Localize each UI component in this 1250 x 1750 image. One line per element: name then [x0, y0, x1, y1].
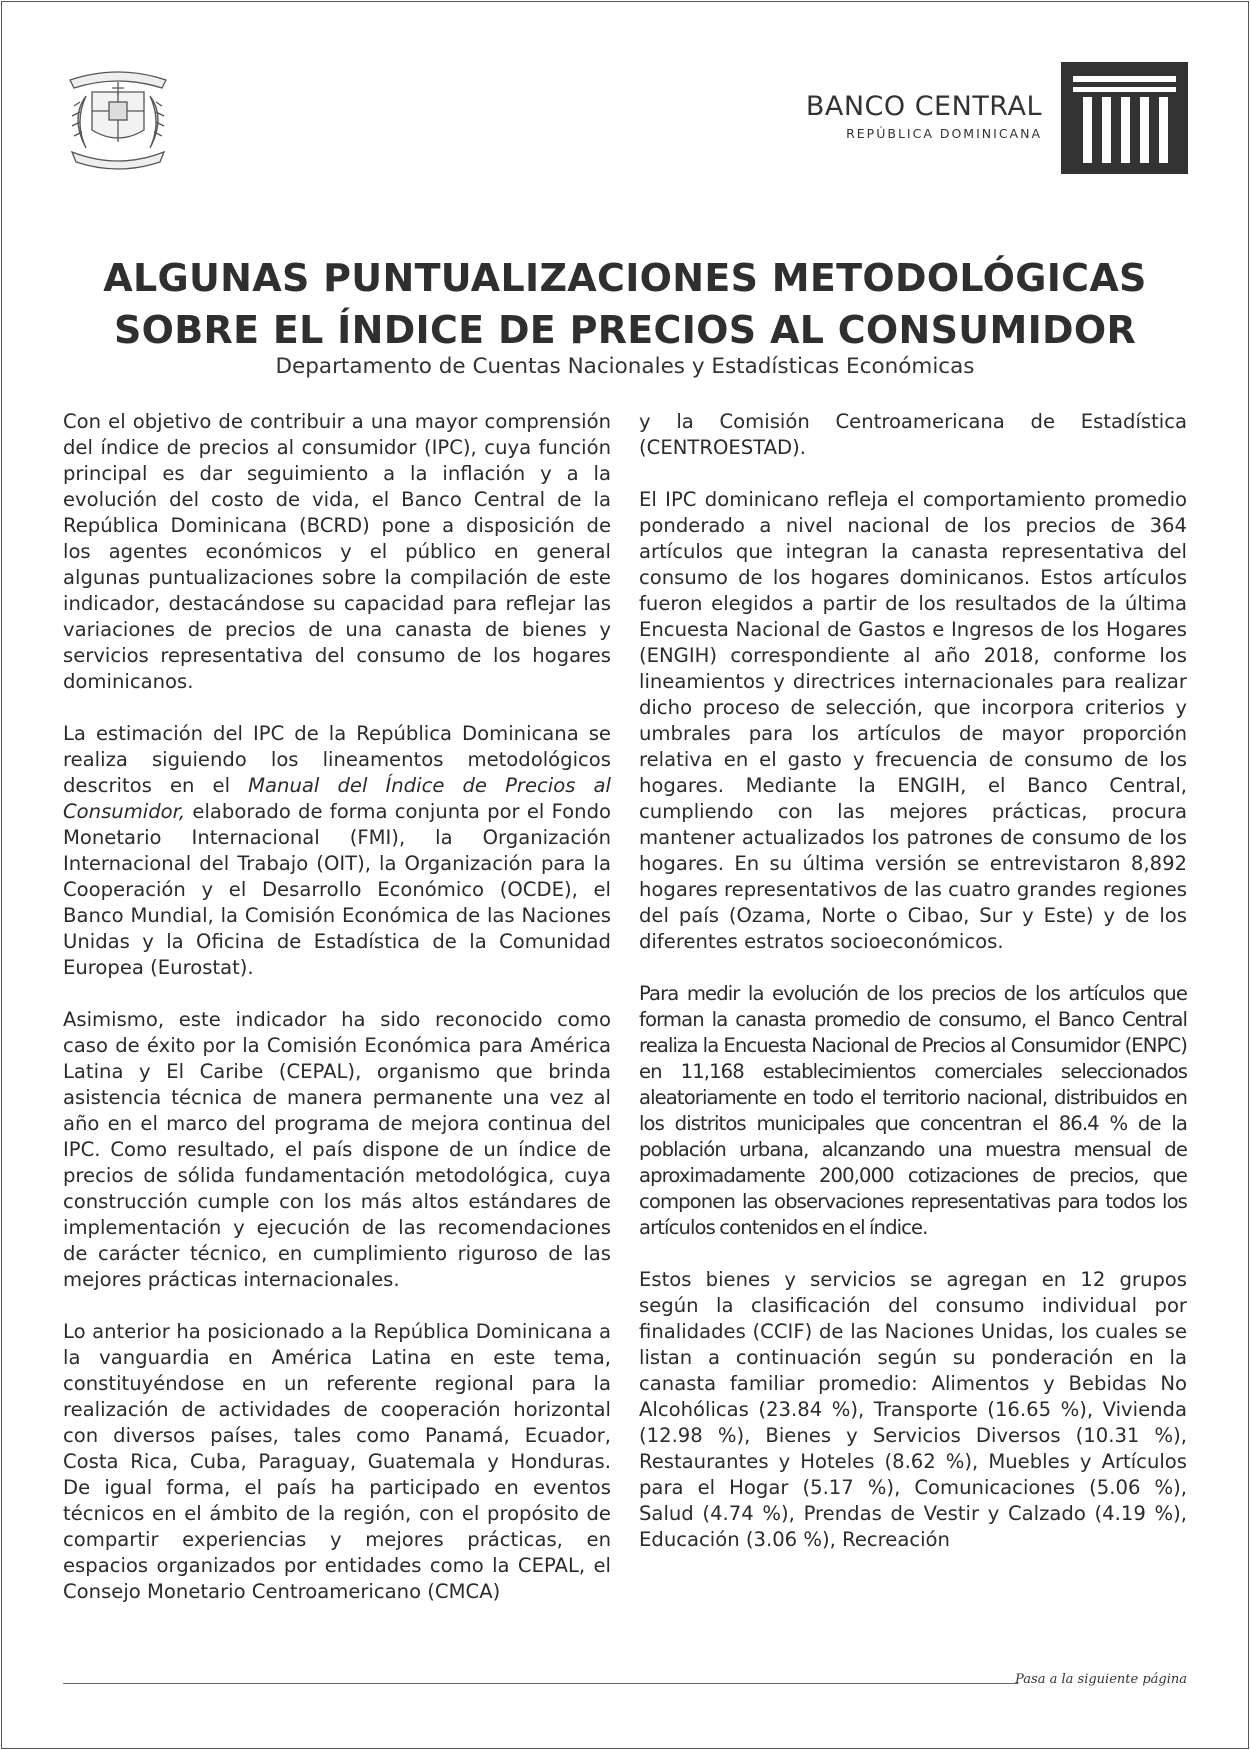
left-column: [63, 409, 611, 1605]
paragraph-ipc-basket: El IPC dominicano refleja el comportamiento promedio ponderado a nivel nacional de los precios de 364 artículos que integran la canasta representativa del consumo de los hogares dominicanos. Estos artículos fueron elegidos a partir de los resultados de la última Encuesta Nacional de Gastos e Ingresos de los Hogares (ENGIH) correspondiente al año 2018, conforme los lineamientos y directrices internacionales para realizar dicho proceso de selección, que incorpora criterios y umbrales para los artículos de mayor proporción relativa en el gasto y frecuencia de consumo de los hogares. Mediante la ENGIH, el Banco Central, cumpliendo con las mejores prácticas, procura mantener actualizados los patrones de consumo de los hogares. En su última versión se entrevistaron 8,892 hogares representativos de las cuatro grandes regiones del país (Ozama, Norte o Cibao, Sur y Este) y de los diferentes estratos socioeconómicos.: [639, 488, 1187, 953]
footer-divider: [63, 1683, 1018, 1684]
paragraph-regional-leadership: Lo anterior ha posicionado a la República Dominicana a la vanguardia en América Latina en este tema, constituyéndose en un referente regional para la realización de actividades de cooperación horizontal con diversos países, tales como Panamá, Ecuador, Costa Rica, Cuba, Paraguay, Guatemala y Honduras. De igual forma, el país ha participado en eventos técnicos en el ámbito de la región, con el propósito de compartir experiencias y mejores prácticas, en espacios organizados por entidades como la CEPAL, el Consejo Monetario Centroamericano (CMCA): [63, 1320, 611, 1603]
paragraph-centroestad: y la Comisión Centroamericana de Estadística (CENTROESTAD).: [639, 410, 1187, 459]
methodology-text-start: La estimación del IPC de la República Dominicana se realiza siguiendo los lineamentos metodológicos descritos en el: [63, 722, 611, 797]
bank-country: REPÚBLICA DOMINICANA: [846, 126, 1042, 141]
paragraph-cepal-recognition: Asimismo, este indicador ha sido reconocido como caso de éxito por la Comisión Económica para América Latina y El Caribe (CEPAL), organismo que brinda asistencia técnica de manera permanente una vez al año en el marco del programa de mejora continua del IPC. Como resultado, el país dispone de un índice de precios de sólida fundamentación metodológica, cuya construcción cumple con los más altos estándares de implementación y ejecución de las recomendaciones de carácter técnico, en cumplimiento riguroso de las mejores prácticas internacionales.: [63, 1008, 611, 1291]
right-column: [639, 409, 1187, 1553]
bank-name: BANCO CENTRAL: [805, 91, 1042, 122]
paragraph-ccif-groups: Estos bienes y servicios se agregan en 12 grupos según la clasificación del consumo individual por finalidades (CCIF) de las Naciones Unidas, los cuales se listan a continuación según su ponderación en la canasta familiar promedio: Alimentos y Bebidas No Alcohólicas (23.84 %), Transporte (16.65 %), Vivienda (12.98 %), Bienes y Servicios Diversos (10.31 %), Restaurantes y Hoteles (8.62 %), Muebles y Artículos para el Hogar (5.17 %), Comunicaciones (5.06 %), Salud (4.74 %), Prendas de Vestir y Calzado (4.19 %), Educación (3.06 %), Recreación: [639, 1268, 1187, 1551]
methodology-text-end: elaborado de forma conjunta por el Fondo Monetario Internacional (FMI), la Organización Internacional del Trabajo (OIT), la Organización para la Cooperación y el Desarrollo Económico (OCDE), el Banco Mundial, la Comisión Económica de las Naciones Unidas y la Oficina de Estadística de la Comunidad Europea (Eurostat).: [63, 800, 611, 979]
paragraph-enpc-survey: Para medir la evolución de los precios de los artículos que forman la canasta promedio de consumo, el Banco Central realiza la Encuesta Nacional de Precios al Consumidor (ENPC) en 11,168 establecimientos comerciales seleccionados aleatoriamente en todo el territorio nacional, distribuidos en los distritos municipales que concentran el 86.4 % de la población urbana, alcanzando una muestra mensual de aproximadamente 200,000 cotizaciones de precios, que componen las observaciones representativas para todos los artículos contenidos en el índice.: [639, 982, 1187, 1239]
dominican-coat-of-arms-icon: [62, 62, 174, 174]
bank-identity: [806, 92, 1042, 141]
paragraph-objective: Con el objetivo de contribuir a una mayor comprensión del índice de precios al consumidor (IPC), cuya función principal es dar seguimiento a la inflación y a la evolución del costo de vida, el Banco Central de la República Dominicana (BCRD) pone a disposición de los agentes económicos y el público en general algunas puntualizaciones sobre la compilación de este indicador, destacándose su capacidad para reflejar las variaciones de precios de una canasta de bienes y servicios representativa del consumo de los hogares dominicanos.: [63, 410, 611, 693]
manual-title: Manual del Índice de Precios al Consumidor,: [63, 774, 611, 823]
title-line-1: ALGUNAS PUNTUALIZACIONES METODOLÓGICAS: [103, 256, 1147, 300]
continue-next-page: Pasa a la siguiente página: [1015, 1672, 1187, 1687]
page-title: [0, 252, 1250, 356]
bank-building-columns-icon: [1061, 62, 1188, 174]
coat-of-arms-seal: [62, 62, 174, 174]
title-line-2: SOBRE EL ÍNDICE DE PRECIOS AL CONSUMIDOR: [113, 308, 1137, 352]
paragraph-methodology: [63, 721, 611, 981]
bank-logo: [1061, 62, 1188, 174]
department-subtitle: Departamento de Cuentas Nacionales y Estadísticas Económicas: [275, 354, 975, 379]
